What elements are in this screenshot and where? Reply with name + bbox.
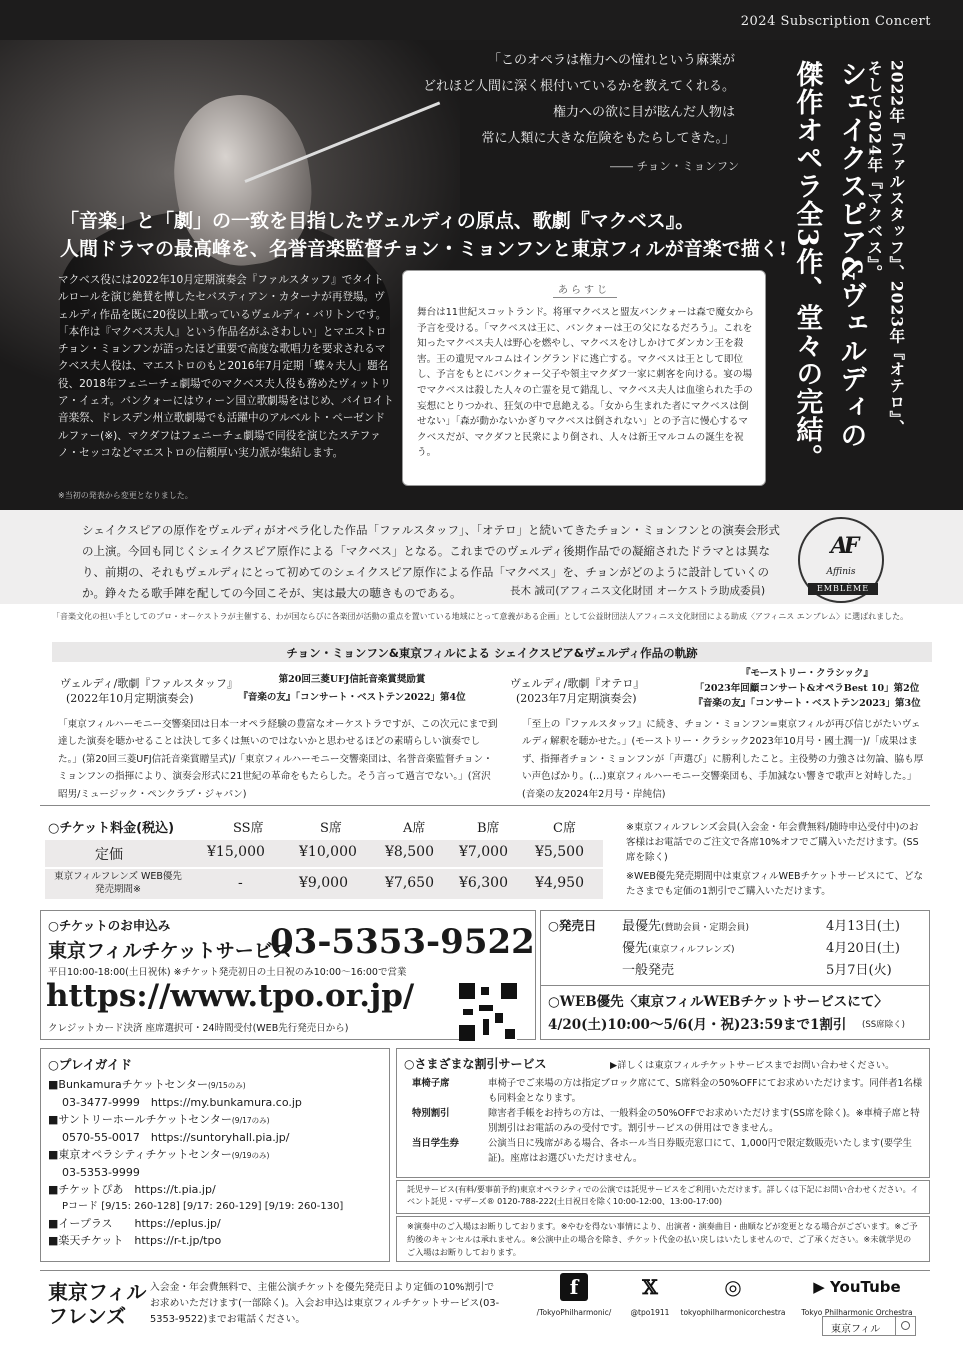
commentary-author: 長木 誠司(アフィニス文化財団 オーケストラ助成委員) [510, 585, 766, 597]
sale-heading: ○発売日 [548, 918, 597, 933]
order-hours: 平日10:00-18:00(土日祝休) ※チケット発売初日の土日祝のみ10:00〜16:00で営業 [48, 967, 407, 978]
discount-heading: ○さまざまな割引サービス [404, 1057, 547, 1071]
divider [40, 1270, 930, 1271]
guide-item[interactable] [48, 1146, 384, 1164]
price-cell: ¥7,000 [459, 844, 508, 860]
facebook-link[interactable] [528, 1273, 620, 1317]
guide-detail[interactable]: 03-3477-9999 https://my.bunkamura.co.jp [62, 1096, 302, 1109]
order-heading: ○チケットのお申込み [48, 918, 171, 933]
instagram-caption: tokyophilharmonicorchestra [680, 1308, 786, 1317]
quote-line: どれほど人間に深く根付いているかを教えてくれる。 [422, 79, 735, 94]
discount-label: 車椅子席 [412, 1078, 450, 1089]
guide-note: (9/19のみ) [231, 1151, 270, 1160]
col-s: S席 [320, 821, 342, 836]
price-cell: ¥9,000 [299, 875, 348, 891]
sale-date: 4月20日(土) [826, 941, 900, 956]
commentary-text: シェイクスピアの原作をヴェルディがオペラ化した作品「ファルスタッフ」、「オテロ」と続いてきたチョン・ミョンフンとの演奏会形式の上演。今回も同じくシェイクスピア原作による「マクベス」となる。これまでのヴェルディ後期作品での凝縮されたドラマとは異なり、前期の、それもヴェルディにとって初めてのシェイクスピア原作による作品「マクベス」を、チョンがどのように設計していくのか。錚々たる歌手陣を配しての今回こそが、実は最大の聴きものである。 [82, 523, 780, 600]
price-cell: - [238, 875, 243, 891]
price-row-regular [45, 840, 603, 867]
guide-name: ■Bunkamuraチケットセンター [48, 1078, 208, 1091]
history-banner-text: チョン・ミョンフン&東京フィルによる シェイクスピア&ヴェルディ作品の軌跡 [286, 646, 698, 660]
childcare-info: 託児サービス(有料/要事前予約)東京オペラシティでの公演では託児サービスをご利用いただけます。詳しくは下記にお問い合わせください。イベント託児・マザーズ® 0120-788-222(土日祝日を除く10:00-12:00、13:00-17:00) [396, 1180, 930, 1214]
guide-note: (9/15のみ) [208, 1081, 246, 1090]
instagram-link[interactable] [678, 1273, 788, 1317]
cast-note: ※当初の発表から変更となりました。 [58, 491, 193, 500]
emblem-band: EMBLÈME [808, 583, 878, 595]
falstaff-date: (2022年10月定期演奏会) [66, 692, 194, 705]
youtube-icon: ▶ YouTube [813, 1278, 901, 1296]
otello-award-1: 『モーストリー・クラシック』 [741, 668, 873, 679]
price-note: ※WEB優先発売期間中は東京フィルWEBチケットサービスにて、どなたさまでも定価の1割引でご購入いただけます。 [626, 871, 923, 897]
affinis-note: 「音楽文化の担い手としてのプロ・オーケストラが主催する、わが国ならびに各楽団が活動の重点を置いている地域にとって意義がある企画」として公益財団法人アフィニス文化財団による助成〈アフィニス エンブレム〉に選ばれました。 [52, 612, 909, 621]
web-heading: ○WEB優先〈東京フィルWEBチケットサービスにて〉 [548, 994, 888, 1010]
discount-label: 特別割引 [412, 1108, 450, 1119]
otello-date: (2023年7月定期演奏会) [516, 692, 637, 705]
instagram-icon: ◎ [724, 1275, 742, 1299]
col-b: B席 [477, 821, 500, 836]
guide-item[interactable]: ■楽天チケット https://r-t.jp/tpo [48, 1234, 222, 1247]
col-c: C席 [553, 821, 576, 836]
ticket-heading: ○チケット料金(税込) [48, 821, 175, 836]
subscription-label: 2024 Subscription Concert [740, 14, 931, 29]
title-line-1: 2022年『ファルスタッフ』、2023年『オテロ』、 [887, 60, 907, 436]
price-cell: ¥6,300 [459, 875, 508, 891]
price-row-label: 定価 [95, 847, 123, 863]
web-period: 4/20(土)10:00〜5/6(月・祝)23:59まで1割引 [548, 1017, 847, 1033]
guide-detail[interactable]: 0570-55-0017 https://suntoryhall.pia.jp/ [62, 1131, 290, 1144]
price-cell: ¥15,000 [207, 844, 265, 860]
discount-row [412, 1106, 924, 1136]
price-cell: ¥10,000 [299, 844, 357, 860]
discount-text: 公演当日に残席がある場合、各ホール当日券販売窓口にて、1,000円で限定数販売いたします(要学生証)。座席はお選びいただけません。 [488, 1138, 912, 1164]
history-banner [52, 642, 932, 662]
guides-heading: ○プレイガイド [48, 1057, 133, 1072]
discount-text: 障害者手帳をお持ちの方は、一般料金の50%OFFでお求めいただけます(SS席を除く)。※車椅子席と特別割引はお電話のみの受付です。割引サービスの併用はできません。 [488, 1108, 920, 1134]
guide-name: ■東京オペラシティチケットセンター [48, 1148, 232, 1161]
sale-date: 4月13日(土) [826, 919, 900, 934]
sale-label: 優先 [622, 941, 649, 956]
discount-label: 当日学生券 [412, 1138, 459, 1149]
sale-row [622, 938, 922, 960]
search-divider [895, 1317, 896, 1335]
cast-description: マクベス役には2022年10月定期演奏会『ファルスタッフ』でタイトルロールを演じ絶賛を博したセバスティアン・カターナが再登場。ヴェルディ作品を既に20役以上歌っているヴェルディ・バリトンです。「本作は『マクベス夫人』という作品名がふさわしい」とマエストロ チョン・ミョンフンが語ったほど重要で高度な歌唱力を要求されるマクベス夫人役は、マエストロのもと2016年7月定期「蝶々夫人」題名役、2018年フェニーチェ劇場でのマクベス夫人役も務めたヴィットリア・イェオ。バンクォーにはウィーン国立歌劇場をはじめ、バイロイト音楽祭、ドレスデン州立歌劇場でも活躍中のアルベルト・ペーゼンドルファー(※)、マクダフはフェニーチェ劇場で同役を演じたステファノ・セッコなどマエストロの信頼厚い実力派が集結します。 [58, 274, 394, 459]
friends-title-2: フレンズ [48, 1304, 127, 1328]
emblem-name: Affinis [826, 567, 856, 577]
price-notes [626, 820, 926, 899]
x-caption: @tpo1911 [630, 1308, 670, 1317]
price-cell: ¥5,500 [535, 844, 584, 860]
price-cell: ¥4,950 [535, 875, 584, 891]
youtube-link[interactable] [800, 1273, 914, 1317]
guide-item[interactable] [48, 1111, 384, 1129]
sale-label: 最優先 [622, 919, 662, 934]
qr-code[interactable] [459, 983, 517, 1041]
guide-detail[interactable]: 03-5353-9999 [62, 1166, 140, 1179]
x-link[interactable] [624, 1273, 676, 1317]
price-note: ※東京フィルフレンズ会員(入会金・年会費無料/随時申込受付中)のお客様はお電話でのご注文で各席10%オフでご購入いただけます。(SS席を除く) [626, 822, 919, 863]
quote-author: ―― チョン・ミョンフン [610, 159, 740, 173]
price-row-friends [45, 869, 603, 899]
title-line-2: そして2024年『マクベス』。 [865, 60, 885, 281]
guide-note: (9/17のみ) [231, 1116, 270, 1125]
youtube-caption: Tokyo Philharmonic Orchestra [801, 1308, 913, 1317]
sale-label: 一般発売 [622, 963, 675, 978]
search-icon[interactable] [901, 1321, 910, 1330]
order-phone[interactable]: 03-5353-9522 [270, 922, 535, 962]
emblem-monogram: AF [830, 533, 856, 559]
title-line-3: シェイクスピア&ヴェルディの [835, 60, 867, 450]
guide-item[interactable]: ■チケットぴあ https://t.pia.jp/ [48, 1183, 216, 1196]
guide-item[interactable] [48, 1076, 384, 1094]
sale-sub: (賛助会員・定期会員) [661, 923, 750, 933]
falstaff-award-2: 『音楽の友』「コンサート・ベストテン2022」第4位 [238, 692, 466, 703]
discount-row [412, 1136, 924, 1166]
col-ss: SS席 [233, 821, 264, 836]
lead-line-1: 「音楽」と「劇」の一致を目指したヴェルディの原点、歌劇『マクベス』。 [60, 210, 695, 232]
falstaff-award-1: 第20回三菱UFJ信託音楽賞奨励賞 [278, 674, 426, 685]
general-notice: ※演奏中のご入場はお断りしております。※やむを得ない事情により、出演者・演奏曲目・曲順などが変更となる場合がございます。※ご予約後のキャンセルは承れません。※公演中止の場合を除き、チケット代金の払い戻しはいたしませんので、ご了承ください。※未就学児のご入場はお断りしております。 [396, 1216, 930, 1262]
friends-text: 入会金・年会費無料で、主催公演チケットを優先発売日より定価の10%割引でお求めいただけます(一部除く)。入会お申込は東京フィルチケットサービス(03-5353-9522)までお電話ください。 [150, 1282, 500, 1325]
search-box[interactable] [822, 1316, 916, 1336]
guides-list [48, 1076, 384, 1249]
sale-row [622, 916, 922, 938]
synopsis-heading: あらすじ [558, 285, 610, 296]
price-row-label: 東京フィルフレンズ WEB優先発売期間※ [54, 871, 182, 895]
quote-line: 権力への欲に目が眩んだ人物は [552, 105, 735, 120]
order-service: 東京フィルチケットサービス [48, 940, 292, 962]
x-icon: 𝕏 [642, 1275, 658, 1299]
lead-line-2: 人間ドラマの最高峰を、名誉音楽監督チョン・ミョンフンと東京フィルが音楽で描く! [60, 238, 788, 260]
otello-title: ヴェルディ/歌劇『オテロ』 [510, 677, 645, 690]
divider [40, 805, 930, 806]
web-note: (SS席除く) [862, 1020, 905, 1030]
otello-award-3: 『音楽の友』「コンサート・ベストテン2023」第3位 [693, 698, 921, 709]
discount-row [412, 1076, 924, 1106]
falstaff-title: ヴェルディ/歌劇『ファルスタッフ』 [60, 677, 238, 690]
synopsis-box [402, 270, 766, 486]
price-cell: ¥8,500 [385, 844, 434, 860]
facebook-icon: f [560, 1273, 588, 1301]
price-table [45, 840, 603, 898]
guide-name: ■サントリーホールチケットセンター [48, 1113, 232, 1126]
discount-list [412, 1076, 924, 1166]
guide-item[interactable]: ■イープラス https://eplus.jp/ [48, 1217, 221, 1230]
facebook-caption: /TokyoPhilharmonic/ [536, 1308, 612, 1317]
price-cell: ¥7,650 [385, 875, 434, 891]
affinis-emblem-logo [798, 517, 884, 603]
hero-quote [395, 48, 735, 152]
friends-title-1: 東京フィル [48, 1280, 147, 1304]
sale-dates [622, 916, 922, 982]
sale-row [622, 960, 922, 982]
discount-contact: ▶詳しくは東京フィルチケットサービスまでお問い合わせください。 [610, 1060, 895, 1071]
order-url[interactable]: https://www.tpo.or.jp/ [46, 978, 415, 1014]
quote-line: 「このオペラは権力への憧れという麻薬が [487, 53, 735, 68]
title-line-4: 傑作オペラ全3作、堂々の完結。 [791, 60, 823, 472]
sale-sub: (東京フィルフレンズ) [648, 945, 735, 955]
divider [540, 985, 930, 986]
col-a: A席 [403, 821, 426, 836]
otello-review: 「至上の『ファルスタッフ』に続き、チョン・ミョンフン=東京フィルが再び信じがたいヴェルディ解釈を聴かせた。」(モーストリー・クラシック2023年10月号・國土潤一)/「成果はまず、指揮者チョン・ミョンフンが「声選び」に勝利したこと。主役勢の力強さは勿論、脇も厚い声色ばかり。(…)東京フィルハーモニー交響楽団も、手加減ない響きで歌声と対峙した。」(音楽の友2024年2月号・岸純信) [522, 719, 924, 800]
falstaff-review: 「東京フィルハーモニー交響楽団は日本一オペラ経験の豊富なオーケストラですが、この次元にまで到達した演奏を聴かせることは決して多くは無いのではないかと思わせるほどの素晴らしい演奏でした。」(第20回三菱UFJ信託音楽賞贈呈式)/「東京フィルハーモニー交響楽団は、名誉音楽監督チョン・ミョンフンの指揮により、演奏会形式に21世紀の革命をもたらした。そう言って過言でない。」(宮沢昭男/ミュージック・ペンクラブ・ジャパン) [58, 719, 498, 800]
synopsis-text: 舞台は11世紀スコットランド。将軍マクベスと盟友バンクォーは森で魔女から予言を受ける。「マクベスは王に、バンクォーは王の父になるだろう」。これを知ったマクベス夫人は野心を燃やし、マクベスをけしかけてダンカン王を殺害。王の遺児マルコムはイングランドに逃亡する。マクベスは王として即位し、予言をもとにバンクォー父子や領主マクダフ一家に刺客を向ける。宴の場でマクベスは殺した人々の亡霊を見て錯乱し、マクベス夫人は血塗られた手の妄想にとりつかれ、狂気の中で息絶える。「女から生まれた者にマクベスは倒せない」「森が動かないかぎりマクベスは倒されない」との予言に慢心するマクベスだが、マクダフと民衆により倒され、人々は新王マルコムの誕生を祝う。 [417, 307, 754, 459]
order-url-note: クレジットカード決済 座席選択可・24時間受付(WEB先行発売日から) [48, 1023, 349, 1034]
otello-award-2: 「2023年回顧コンサート&オペラBest 10」第2位 [694, 683, 920, 694]
sale-date: 5月7日(火) [826, 963, 892, 978]
synopsis-divider [553, 297, 617, 298]
search-label: 東京フィル [831, 1324, 881, 1335]
guide-detail: Pコード [9/15: 260-128] [9/17: 260-129] [9/19: 260-130] [62, 1201, 344, 1212]
quote-line: 常に人類に大きな危険をもたらしてきた。」 [481, 131, 735, 146]
discount-text: 車椅子でご来場の方は指定ブロック席にて、S席料金の50%OFFにてお求めいただけます。同伴者1名様も同料金となります。 [488, 1078, 923, 1104]
